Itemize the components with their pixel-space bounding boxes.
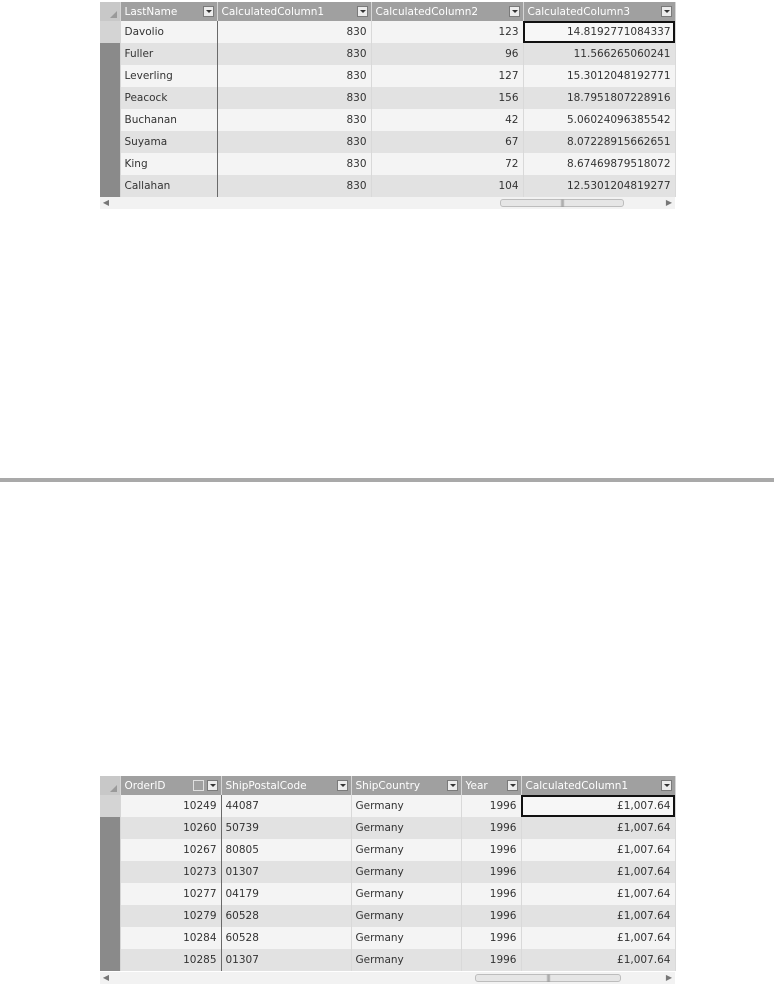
table-cell[interactable]: Germany (351, 905, 461, 927)
table-row[interactable] (100, 21, 675, 43)
table-cell[interactable]: 127 (371, 65, 523, 87)
table-row[interactable] (100, 905, 675, 927)
table-cell[interactable]: 10285 (120, 949, 221, 971)
row-selector[interactable] (100, 175, 120, 197)
table-cell[interactable]: 156 (371, 87, 523, 109)
column-header-calculatedcolumn1[interactable] (217, 2, 371, 21)
table-cell[interactable]: £1,007.64 (521, 861, 675, 883)
table-cell[interactable]: Germany (351, 839, 461, 861)
row-selector[interactable] (100, 905, 120, 927)
table-cell[interactable]: 18.7951807228916 (523, 87, 675, 109)
table-cell[interactable]: 830 (217, 153, 371, 175)
table-cell[interactable]: Germany (351, 883, 461, 905)
column-header-shippostalcode[interactable] (221, 776, 351, 795)
table-cell[interactable]: 01307 (221, 861, 351, 883)
filter-dropdown-icon[interactable] (507, 780, 518, 791)
table-cell[interactable]: King (120, 153, 217, 175)
table-cell[interactable]: 830 (217, 65, 371, 87)
table-cell[interactable]: Fuller (120, 43, 217, 65)
table-cell[interactable]: £1,007.64 (521, 927, 675, 949)
column-header-calculatedcolumn1[interactable] (521, 776, 675, 795)
table-cell[interactable]: 10284 (120, 927, 221, 949)
table-cell[interactable]: 67 (371, 131, 523, 153)
table-cell[interactable]: Germany (351, 927, 461, 949)
table-cell[interactable]: Germany (351, 817, 461, 839)
row-selector[interactable] (100, 927, 120, 949)
scrollbar-thumb[interactable] (475, 974, 621, 982)
row-selector[interactable] (100, 65, 120, 87)
horizontal-scrollbar[interactable] (100, 972, 675, 984)
table-cell[interactable]: 1996 (461, 861, 521, 883)
table-cell[interactable]: 10260 (120, 817, 221, 839)
column-header-label: Year (465, 779, 488, 792)
table-cell[interactable]: 830 (217, 109, 371, 131)
table-row[interactable] (100, 65, 675, 87)
column-header-label: CalculatedColumn1 (221, 5, 325, 18)
table-cell[interactable]: 830 (217, 175, 371, 197)
column-header-lastname[interactable] (120, 2, 217, 21)
row-selector[interactable] (100, 21, 120, 43)
table-cell[interactable]: Germany (351, 949, 461, 971)
filter-dropdown-icon[interactable] (203, 6, 214, 17)
table-cell[interactable]: 8.67469879518072 (523, 153, 675, 175)
filter-dropdown-icon[interactable] (509, 6, 520, 17)
column-header-label: ShipPostalCode (225, 779, 307, 792)
table-cell[interactable]: £1,007.64 (521, 905, 675, 927)
row-selector[interactable] (100, 153, 120, 175)
table-cell[interactable]: £1,007.64 (521, 883, 675, 905)
table-cell[interactable]: 830 (217, 131, 371, 153)
column-header-calculatedcolumn2[interactable] (371, 2, 523, 21)
table-cell[interactable]: 1996 (461, 905, 521, 927)
table-cell[interactable]: 42 (371, 109, 523, 131)
select-all-corner[interactable] (100, 2, 120, 21)
filter-dropdown-icon[interactable] (207, 780, 218, 791)
column-header-orderid[interactable] (120, 776, 221, 795)
table-row[interactable] (100, 817, 675, 839)
table-row[interactable] (100, 109, 675, 131)
table-cell[interactable]: 15.3012048192771 (523, 65, 675, 87)
table-row[interactable] (100, 949, 675, 971)
table-cell[interactable]: 1996 (461, 795, 521, 817)
table-cell[interactable]: 8.07228915662651 (523, 131, 675, 153)
table-cell[interactable]: 80805 (221, 839, 351, 861)
scrollbar-thumb[interactable] (500, 199, 624, 207)
bottom-data-grid[interactable] (100, 776, 676, 971)
table-cell[interactable]: 1996 (461, 817, 521, 839)
table-row[interactable] (100, 87, 675, 109)
row-selector[interactable] (100, 839, 120, 861)
table-row[interactable] (100, 839, 675, 861)
table-cell[interactable]: 04179 (221, 883, 351, 905)
table-row[interactable] (100, 131, 675, 153)
table-cell[interactable]: 1996 (461, 927, 521, 949)
table-cell[interactable]: 123 (371, 21, 523, 43)
column-header-label: CalculatedColumn1 (525, 779, 629, 792)
active-cell[interactable]: £1,007.64 (521, 795, 675, 817)
table-cell[interactable]: Callahan (120, 175, 217, 197)
column-header-label: LastName (124, 5, 178, 18)
table-cell[interactable]: 10249 (120, 795, 221, 817)
table-row[interactable] (100, 43, 675, 65)
table-cell[interactable]: 830 (217, 21, 371, 43)
table-cell[interactable]: 72 (371, 153, 523, 175)
table-row[interactable] (100, 861, 675, 883)
table-cell[interactable]: Buchanan (120, 109, 217, 131)
filter-dropdown-icon[interactable] (661, 6, 672, 17)
select-all-corner[interactable] (100, 776, 120, 795)
filter-dropdown-icon[interactable] (357, 6, 368, 17)
column-header-label: ShipCountry (355, 779, 421, 792)
column-header-label: OrderID (124, 779, 166, 792)
scroll-left-arrow-icon[interactable]: ◀ (102, 973, 110, 982)
active-cell[interactable]: 14.8192771084337 (523, 21, 675, 43)
row-selector[interactable] (100, 883, 120, 905)
table-cell[interactable]: Davolio (120, 21, 217, 43)
table-cell[interactable]: Germany (351, 861, 461, 883)
row-selector[interactable] (100, 861, 120, 883)
row-selector[interactable] (100, 817, 120, 839)
row-selector[interactable] (100, 109, 120, 131)
table-cell[interactable]: 01307 (221, 949, 351, 971)
table-cell[interactable]: £1,007.64 (521, 949, 675, 971)
table-row[interactable] (100, 175, 675, 197)
table-cell[interactable]: 1996 (461, 839, 521, 861)
section-divider (0, 478, 774, 482)
column-header-year[interactable] (461, 776, 521, 795)
table-cell[interactable]: 1996 (461, 883, 521, 905)
table-cell[interactable]: 104 (371, 175, 523, 197)
row-selector[interactable] (100, 131, 120, 153)
table-cell[interactable]: 5.06024096385542 (523, 109, 675, 131)
row-selector[interactable] (100, 949, 120, 971)
table-cell[interactable]: Peacock (120, 87, 217, 109)
scroll-right-arrow-icon[interactable]: ▶ (665, 198, 673, 207)
table-cell[interactable]: £1,007.64 (521, 839, 675, 861)
table-cell[interactable]: 10267 (120, 839, 221, 861)
column-header-label: CalculatedColumn2 (375, 5, 479, 18)
table-cell[interactable]: 96 (371, 43, 523, 65)
primary-key-icon (193, 780, 204, 791)
column-header-calculatedcolumn3[interactable] (523, 2, 675, 21)
row-selector[interactable] (100, 87, 120, 109)
table-cell[interactable]: Leverling (120, 65, 217, 87)
scroll-right-arrow-icon[interactable]: ▶ (665, 973, 673, 982)
grip-icon: ||| (545, 974, 551, 982)
table-cell[interactable]: 1996 (461, 949, 521, 971)
filter-dropdown-icon[interactable] (337, 780, 348, 791)
filter-dropdown-icon[interactable] (661, 780, 672, 791)
horizontal-scrollbar[interactable] (100, 197, 675, 209)
table-cell[interactable]: £1,007.64 (521, 817, 675, 839)
column-header-shipcountry[interactable] (351, 776, 461, 795)
table-cell[interactable]: 44087 (221, 795, 351, 817)
grip-icon: ||| (559, 199, 565, 207)
table-cell[interactable]: 60528 (221, 927, 351, 949)
top-data-grid[interactable] (100, 2, 676, 197)
table-cell[interactable]: 60528 (221, 905, 351, 927)
scroll-left-arrow-icon[interactable]: ◀ (102, 198, 110, 207)
row-selector[interactable] (100, 795, 120, 817)
table-cell[interactable]: 11.566265060241 (523, 43, 675, 65)
table-cell[interactable]: Germany (351, 795, 461, 817)
table-row[interactable] (100, 153, 675, 175)
table-row[interactable] (100, 795, 675, 817)
row-selector[interactable] (100, 43, 120, 65)
table-cell[interactable]: 830 (217, 87, 371, 109)
table-cell[interactable]: 10279 (120, 905, 221, 927)
table-row[interactable] (100, 927, 675, 949)
column-header-label: CalculatedColumn3 (527, 5, 631, 18)
table-row[interactable] (100, 883, 675, 905)
table-cell[interactable]: 10277 (120, 883, 221, 905)
filter-dropdown-icon[interactable] (447, 780, 458, 791)
table-cell[interactable]: 10273 (120, 861, 221, 883)
table-cell[interactable]: 12.5301204819277 (523, 175, 675, 197)
table-cell[interactable]: 50739 (221, 817, 351, 839)
table-cell[interactable]: Suyama (120, 131, 217, 153)
table-cell[interactable]: 830 (217, 43, 371, 65)
